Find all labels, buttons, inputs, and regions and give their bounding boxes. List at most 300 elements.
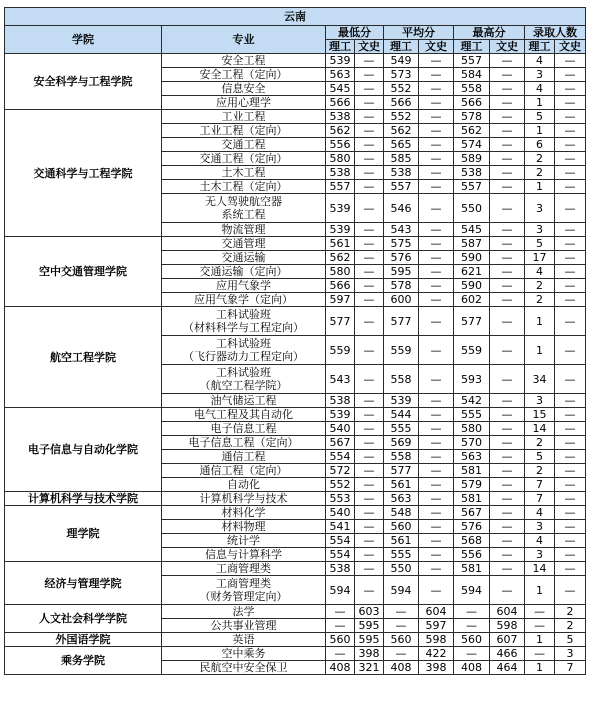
avg-score-arts-cell: —: [419, 506, 454, 520]
subheader-max-sci: 理工: [454, 40, 490, 54]
avg-score-arts-cell: —: [419, 492, 454, 506]
min-score-arts-cell: —: [355, 464, 384, 478]
max-score-arts-cell: —: [490, 152, 525, 166]
admitted-arts-cell: —: [555, 110, 586, 124]
admitted-arts-cell: —: [555, 506, 586, 520]
max-score-sci-cell: 574: [454, 138, 490, 152]
admitted-sci-cell: 4: [525, 265, 555, 279]
table-row: [5, 562, 586, 576]
max-score-arts-cell: —: [490, 562, 525, 576]
min-score-sci-cell: 539: [326, 194, 355, 223]
max-score-sci-cell: 576: [454, 520, 490, 534]
avg-score-sci-cell: 549: [384, 54, 419, 68]
max-score-sci-cell: 581: [454, 562, 490, 576]
avg-score-arts-cell: —: [419, 436, 454, 450]
major-name: 安全工程（定向）: [162, 68, 326, 82]
admitted-sci-cell: 2: [525, 279, 555, 293]
admitted-arts-cell: —: [555, 422, 586, 436]
min-score-arts-cell: —: [355, 96, 384, 110]
max-score-arts-cell: —: [490, 576, 525, 605]
min-score-sci-cell: 543: [326, 365, 355, 394]
min-score-sci-cell: 566: [326, 96, 355, 110]
avg-score-arts-cell: —: [419, 576, 454, 605]
major-name: 电气工程及其自动化: [162, 408, 326, 422]
college-name: 外国语学院: [5, 633, 162, 647]
max-score-sci-cell: 563: [454, 450, 490, 464]
avg-score-arts-cell: —: [419, 279, 454, 293]
max-score-arts-cell: —: [490, 251, 525, 265]
avg-score-sci-cell: 539: [384, 394, 419, 408]
min-score-arts-cell: —: [355, 194, 384, 223]
avg-score-sci-cell: 600: [384, 293, 419, 307]
avg-score-sci-cell: 561: [384, 478, 419, 492]
min-score-sci-cell: 539: [326, 408, 355, 422]
subheader-max-arts: 文史: [490, 40, 525, 54]
max-score-sci-cell: —: [454, 647, 490, 661]
max-score-arts-cell: —: [490, 293, 525, 307]
min-score-sci-cell: 554: [326, 450, 355, 464]
major-name: 电子信息工程（定向）: [162, 436, 326, 450]
avg-score-sci-cell: 408: [384, 661, 419, 675]
admission-score-table: [4, 7, 586, 675]
admitted-sci-cell: 14: [525, 422, 555, 436]
major-name: 工商管理类 （财务管理定向）: [162, 576, 326, 605]
min-score-arts-cell: —: [355, 548, 384, 562]
min-score-arts-cell: —: [355, 492, 384, 506]
major-name: 应用气象学: [162, 279, 326, 293]
min-score-sci-cell: 538: [326, 110, 355, 124]
min-score-sci-cell: 559: [326, 336, 355, 365]
max-score-arts-cell: —: [490, 194, 525, 223]
min-score-arts-cell: —: [355, 534, 384, 548]
subheader-avg-arts: 文史: [419, 40, 454, 54]
min-score-arts-cell: —: [355, 365, 384, 394]
admitted-sci-cell: 1: [525, 661, 555, 675]
min-score-sci-cell: 562: [326, 124, 355, 138]
table-row: [5, 647, 586, 661]
avg-score-sci-cell: 562: [384, 124, 419, 138]
region-title: 云南: [5, 8, 586, 26]
avg-score-arts-cell: —: [419, 548, 454, 562]
avg-score-sci-cell: 544: [384, 408, 419, 422]
max-score-sci-cell: 590: [454, 251, 490, 265]
avg-score-sci-cell: 560: [384, 520, 419, 534]
major-name: 物流管理: [162, 223, 326, 237]
admitted-sci-cell: 6: [525, 138, 555, 152]
admitted-arts-cell: —: [555, 394, 586, 408]
avg-score-arts-cell: —: [419, 152, 454, 166]
min-score-arts-cell: —: [355, 180, 384, 194]
max-score-arts-cell: —: [490, 436, 525, 450]
min-score-arts-cell: —: [355, 293, 384, 307]
max-score-sci-cell: 557: [454, 180, 490, 194]
max-score-arts-cell: —: [490, 548, 525, 562]
major-name: 无人驾驶航空器 系统工程: [162, 194, 326, 223]
max-score-sci-cell: 558: [454, 82, 490, 96]
max-score-arts-cell: —: [490, 534, 525, 548]
admitted-arts-cell: 7: [555, 661, 586, 675]
admitted-arts-cell: —: [555, 138, 586, 152]
min-score-sci-cell: —: [326, 605, 355, 619]
avg-score-sci-cell: 573: [384, 68, 419, 82]
admitted-arts-cell: —: [555, 82, 586, 96]
avg-score-sci-cell: 555: [384, 422, 419, 436]
avg-score-arts-cell: 398: [419, 661, 454, 675]
max-score-arts-cell: —: [490, 365, 525, 394]
admitted-sci-cell: 4: [525, 506, 555, 520]
admitted-sci-cell: 2: [525, 152, 555, 166]
avg-score-arts-cell: —: [419, 180, 454, 194]
max-score-arts-cell: —: [490, 166, 525, 180]
major-name: 工科试验班 （飞行器动力工程定向）: [162, 336, 326, 365]
admitted-sci-cell: 3: [525, 548, 555, 562]
max-score-sci-cell: 581: [454, 492, 490, 506]
min-score-sci-cell: 554: [326, 534, 355, 548]
header-admitted: 录取人数: [525, 26, 586, 40]
min-score-arts-cell: —: [355, 110, 384, 124]
avg-score-arts-cell: —: [419, 138, 454, 152]
max-score-arts-cell: —: [490, 138, 525, 152]
max-score-sci-cell: 602: [454, 293, 490, 307]
avg-score-sci-cell: 563: [384, 492, 419, 506]
avg-score-sci-cell: 560: [384, 633, 419, 647]
admitted-sci-cell: 2: [525, 464, 555, 478]
min-score-arts-cell: —: [355, 166, 384, 180]
table-row: [5, 110, 586, 124]
avg-score-sci-cell: 543: [384, 223, 419, 237]
major-name: 材料化学: [162, 506, 326, 520]
table-row: [5, 492, 586, 506]
max-score-arts-cell: 598: [490, 619, 525, 633]
admitted-arts-cell: —: [555, 265, 586, 279]
admitted-sci-cell: 17: [525, 251, 555, 265]
max-score-arts-cell: —: [490, 279, 525, 293]
min-score-arts-cell: —: [355, 408, 384, 422]
major-name: 交通管理: [162, 237, 326, 251]
min-score-sci-cell: 572: [326, 464, 355, 478]
min-score-arts-cell: —: [355, 279, 384, 293]
max-score-sci-cell: 580: [454, 422, 490, 436]
max-score-arts-cell: —: [490, 520, 525, 534]
avg-score-sci-cell: 550: [384, 562, 419, 576]
admitted-arts-cell: —: [555, 166, 586, 180]
table-row: [5, 605, 586, 619]
admitted-sci-cell: 1: [525, 336, 555, 365]
college-name: 乘务学院: [5, 647, 162, 675]
min-score-arts-cell: —: [355, 450, 384, 464]
major-name: 交通工程: [162, 138, 326, 152]
avg-score-arts-cell: —: [419, 562, 454, 576]
admitted-sci-cell: 34: [525, 365, 555, 394]
avg-score-sci-cell: 548: [384, 506, 419, 520]
avg-score-sci-cell: 577: [384, 307, 419, 336]
admitted-arts-cell: —: [555, 336, 586, 365]
max-score-arts-cell: —: [490, 336, 525, 365]
admitted-sci-cell: 3: [525, 223, 555, 237]
max-score-sci-cell: 578: [454, 110, 490, 124]
major-name: 材料物理: [162, 520, 326, 534]
min-score-arts-cell: —: [355, 152, 384, 166]
min-score-sci-cell: 553: [326, 492, 355, 506]
admitted-sci-cell: —: [525, 619, 555, 633]
min-score-sci-cell: 540: [326, 422, 355, 436]
admitted-sci-cell: 3: [525, 394, 555, 408]
min-score-sci-cell: 540: [326, 506, 355, 520]
major-name: 英语: [162, 633, 326, 647]
avg-score-arts-cell: —: [419, 237, 454, 251]
admitted-arts-cell: —: [555, 548, 586, 562]
admitted-arts-cell: —: [555, 492, 586, 506]
min-score-arts-cell: —: [355, 478, 384, 492]
major-name: 通信工程: [162, 450, 326, 464]
max-score-sci-cell: 562: [454, 124, 490, 138]
admitted-arts-cell: 3: [555, 647, 586, 661]
min-score-arts-cell: —: [355, 576, 384, 605]
max-score-arts-cell: —: [490, 68, 525, 82]
subheader-min-sci: 理工: [326, 40, 355, 54]
max-score-sci-cell: 568: [454, 534, 490, 548]
major-name: 工科试验班 （材料科学与工程定向）: [162, 307, 326, 336]
admitted-sci-cell: 1: [525, 180, 555, 194]
admitted-sci-cell: 15: [525, 408, 555, 422]
min-score-sci-cell: —: [326, 647, 355, 661]
min-score-arts-cell: —: [355, 138, 384, 152]
max-score-sci-cell: 555: [454, 408, 490, 422]
avg-score-arts-cell: —: [419, 96, 454, 110]
min-score-sci-cell: 562: [326, 251, 355, 265]
admitted-arts-cell: —: [555, 576, 586, 605]
max-score-sci-cell: 579: [454, 478, 490, 492]
major-name: 交通工程（定向）: [162, 152, 326, 166]
max-score-arts-cell: —: [490, 307, 525, 336]
max-score-sci-cell: 584: [454, 68, 490, 82]
admitted-sci-cell: 4: [525, 82, 555, 96]
table-row: [5, 237, 586, 251]
max-score-arts-cell: —: [490, 394, 525, 408]
max-score-sci-cell: 542: [454, 394, 490, 408]
min-score-sci-cell: 580: [326, 265, 355, 279]
max-score-arts-cell: 604: [490, 605, 525, 619]
major-name: 交通运输（定向）: [162, 265, 326, 279]
min-score-arts-cell: 398: [355, 647, 384, 661]
college-name: 经济与管理学院: [5, 562, 162, 605]
avg-score-sci-cell: 558: [384, 365, 419, 394]
max-score-sci-cell: 567: [454, 506, 490, 520]
admitted-sci-cell: 7: [525, 478, 555, 492]
header-min-score: 最低分: [326, 26, 384, 40]
min-score-arts-cell: —: [355, 124, 384, 138]
min-score-arts-cell: —: [355, 394, 384, 408]
avg-score-sci-cell: 594: [384, 576, 419, 605]
min-score-arts-cell: —: [355, 336, 384, 365]
admitted-arts-cell: —: [555, 408, 586, 422]
avg-score-arts-cell: —: [419, 336, 454, 365]
avg-score-arts-cell: —: [419, 68, 454, 82]
avg-score-arts-cell: —: [419, 124, 454, 138]
major-name: 计算机科学与技术: [162, 492, 326, 506]
avg-score-arts-cell: —: [419, 450, 454, 464]
max-score-sci-cell: 593: [454, 365, 490, 394]
min-score-arts-cell: —: [355, 307, 384, 336]
admitted-arts-cell: —: [555, 464, 586, 478]
min-score-sci-cell: 566: [326, 279, 355, 293]
min-score-sci-cell: 560: [326, 633, 355, 647]
admitted-sci-cell: 5: [525, 450, 555, 464]
min-score-arts-cell: —: [355, 54, 384, 68]
min-score-sci-cell: 538: [326, 394, 355, 408]
table-row: [5, 307, 586, 336]
major-name: 土木工程（定向）: [162, 180, 326, 194]
max-score-sci-cell: 550: [454, 194, 490, 223]
max-score-arts-cell: —: [490, 265, 525, 279]
admitted-arts-cell: —: [555, 223, 586, 237]
max-score-sci-cell: 557: [454, 54, 490, 68]
major-name: 空中乘务: [162, 647, 326, 661]
min-score-sci-cell: 557: [326, 180, 355, 194]
college-name: 电子信息与自动化学院: [5, 408, 162, 492]
min-score-sci-cell: 561: [326, 237, 355, 251]
max-score-arts-cell: —: [490, 82, 525, 96]
college-name: 理学院: [5, 506, 162, 562]
avg-score-arts-cell: —: [419, 293, 454, 307]
subheader-min-arts: 文史: [355, 40, 384, 54]
major-name: 信息安全: [162, 82, 326, 96]
avg-score-sci-cell: 576: [384, 251, 419, 265]
max-score-sci-cell: 621: [454, 265, 490, 279]
major-name: 统计学: [162, 534, 326, 548]
min-score-arts-cell: 595: [355, 619, 384, 633]
max-score-arts-cell: —: [490, 506, 525, 520]
subheader-admitted-arts: 文史: [555, 40, 586, 54]
admitted-arts-cell: —: [555, 534, 586, 548]
major-name: 公共事业管理: [162, 619, 326, 633]
min-score-sci-cell: 554: [326, 548, 355, 562]
max-score-arts-cell: —: [490, 54, 525, 68]
major-name: 法学: [162, 605, 326, 619]
avg-score-sci-cell: 595: [384, 265, 419, 279]
avg-score-arts-cell: —: [419, 520, 454, 534]
min-score-sci-cell: 556: [326, 138, 355, 152]
admitted-sci-cell: 3: [525, 194, 555, 223]
header-major: 专业: [162, 26, 326, 54]
admitted-arts-cell: —: [555, 152, 586, 166]
admitted-arts-cell: —: [555, 365, 586, 394]
max-score-sci-cell: 590: [454, 279, 490, 293]
table-row: [5, 408, 586, 422]
admitted-sci-cell: —: [525, 647, 555, 661]
admitted-sci-cell: 1: [525, 96, 555, 110]
max-score-arts-cell: —: [490, 422, 525, 436]
min-score-arts-cell: —: [355, 265, 384, 279]
major-name: 土木工程: [162, 166, 326, 180]
avg-score-arts-cell: 597: [419, 619, 454, 633]
max-score-sci-cell: 566: [454, 96, 490, 110]
admitted-arts-cell: —: [555, 54, 586, 68]
min-score-sci-cell: 541: [326, 520, 355, 534]
max-score-arts-cell: 464: [490, 661, 525, 675]
min-score-sci-cell: 545: [326, 82, 355, 96]
admitted-arts-cell: —: [555, 68, 586, 82]
header-avg-score: 平均分: [384, 26, 454, 40]
min-score-sci-cell: 594: [326, 576, 355, 605]
max-score-arts-cell: —: [490, 124, 525, 138]
max-score-arts-cell: —: [490, 180, 525, 194]
min-score-arts-cell: —: [355, 506, 384, 520]
min-score-sci-cell: 552: [326, 478, 355, 492]
min-score-arts-cell: —: [355, 223, 384, 237]
min-score-arts-cell: —: [355, 68, 384, 82]
max-score-sci-cell: 545: [454, 223, 490, 237]
max-score-sci-cell: 587: [454, 237, 490, 251]
avg-score-sci-cell: 577: [384, 464, 419, 478]
max-score-arts-cell: —: [490, 478, 525, 492]
admitted-sci-cell: 7: [525, 492, 555, 506]
min-score-arts-cell: —: [355, 251, 384, 265]
max-score-arts-cell: —: [490, 223, 525, 237]
header-max-score: 最高分: [454, 26, 525, 40]
max-score-sci-cell: 408: [454, 661, 490, 675]
avg-score-arts-cell: —: [419, 478, 454, 492]
college-name: 航空工程学院: [5, 307, 162, 408]
min-score-arts-cell: 595: [355, 633, 384, 647]
admitted-arts-cell: —: [555, 520, 586, 534]
min-score-sci-cell: —: [326, 619, 355, 633]
avg-score-arts-cell: —: [419, 365, 454, 394]
admitted-arts-cell: 2: [555, 619, 586, 633]
admitted-sci-cell: 2: [525, 166, 555, 180]
major-name: 工商管理类: [162, 562, 326, 576]
avg-score-arts-cell: 604: [419, 605, 454, 619]
major-name: 通信工程（定向）: [162, 464, 326, 478]
admitted-arts-cell: —: [555, 124, 586, 138]
admitted-sci-cell: —: [525, 605, 555, 619]
subheader-admitted-sci: 理工: [525, 40, 555, 54]
avg-score-sci-cell: 566: [384, 96, 419, 110]
avg-score-arts-cell: —: [419, 422, 454, 436]
major-name: 工科试验班 （航空工程学院）: [162, 365, 326, 394]
max-score-sci-cell: 570: [454, 436, 490, 450]
avg-score-sci-cell: 552: [384, 110, 419, 124]
admitted-sci-cell: 5: [525, 237, 555, 251]
college-name: 空中交通管理学院: [5, 237, 162, 307]
major-name: 应用心理学: [162, 96, 326, 110]
major-name: 交通运输: [162, 251, 326, 265]
avg-score-arts-cell: —: [419, 265, 454, 279]
max-score-sci-cell: 559: [454, 336, 490, 365]
major-name: 工业工程（定向）: [162, 124, 326, 138]
college-name: 安全科学与工程学院: [5, 54, 162, 110]
avg-score-sci-cell: 546: [384, 194, 419, 223]
avg-score-sci-cell: 558: [384, 450, 419, 464]
max-score-sci-cell: 594: [454, 576, 490, 605]
avg-score-sci-cell: —: [384, 619, 419, 633]
avg-score-arts-cell: —: [419, 82, 454, 96]
admitted-arts-cell: —: [555, 237, 586, 251]
admitted-sci-cell: 5: [525, 110, 555, 124]
max-score-sci-cell: 556: [454, 548, 490, 562]
admitted-sci-cell: 2: [525, 293, 555, 307]
avg-score-arts-cell: —: [419, 223, 454, 237]
avg-score-arts-cell: 422: [419, 647, 454, 661]
admitted-sci-cell: 1: [525, 124, 555, 138]
min-score-arts-cell: 603: [355, 605, 384, 619]
admitted-sci-cell: 14: [525, 562, 555, 576]
admitted-arts-cell: —: [555, 450, 586, 464]
avg-score-arts-cell: —: [419, 307, 454, 336]
avg-score-arts-cell: —: [419, 251, 454, 265]
max-score-sci-cell: 538: [454, 166, 490, 180]
min-score-sci-cell: 539: [326, 223, 355, 237]
